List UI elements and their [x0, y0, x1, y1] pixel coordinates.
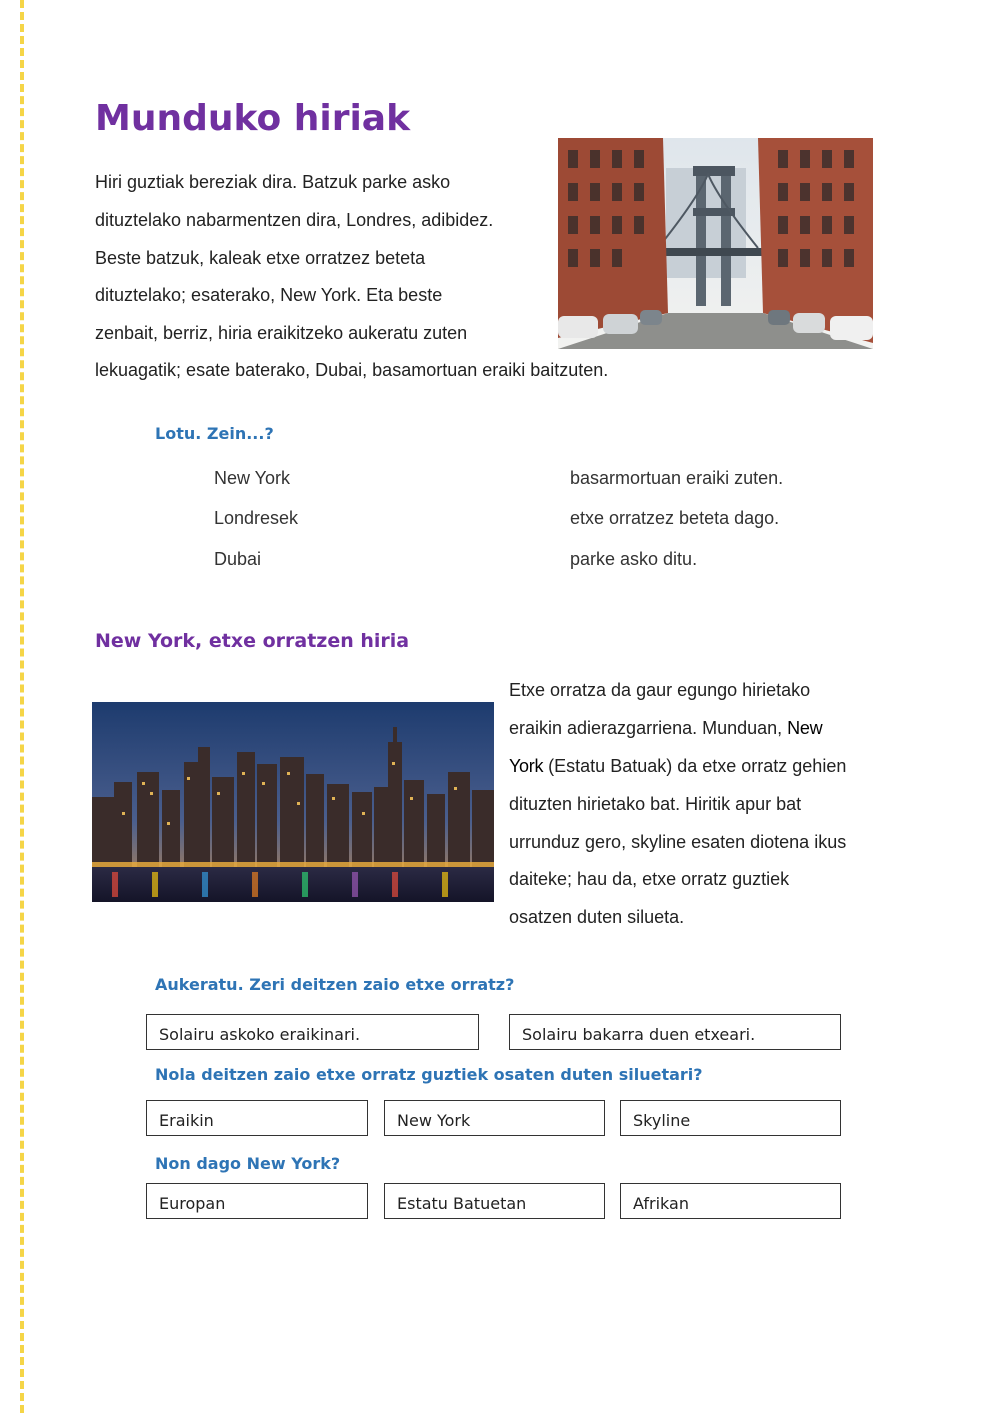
answer-option[interactable]: Solairu bakarra duen etxeari.: [509, 1014, 841, 1050]
body-line: osatzen duten silueta.: [509, 907, 685, 927]
match-left-item[interactable]: Londresek: [214, 508, 299, 528]
intro-line: dituztelako nabarmentzen dira, Londres, adibidez.: [95, 210, 494, 230]
intro-line: lekuagatik; esate baterako, Dubai, basamortuan eraiki baitzuten.: [95, 360, 609, 380]
question-prompt: Aukeratu. Zeri deitzen zaio etxe orratz?: [155, 975, 515, 994]
body-line: dituzten hirietako bat. Hiritik apur bat: [509, 794, 802, 814]
match-right-item[interactable]: etxe orratzez beteta dago.: [570, 508, 780, 528]
question-prompt: Nola deitzen zaio etxe orratz guztiek osaten duten siluetari?: [155, 1065, 703, 1084]
page-title: Munduko hiriak: [95, 98, 411, 139]
answer-option[interactable]: Afrikan: [620, 1183, 841, 1219]
intro-line: zenbait, berriz, hiria eraikitzeko aukeratu zuten: [95, 323, 468, 343]
body-line: Etxe orratza da gaur egungo hirietako: [509, 680, 811, 700]
new-york-skyline-photo: [92, 702, 494, 902]
body-line: [509, 718, 822, 738]
body-emphasis: New: [787, 718, 823, 738]
match-left-item[interactable]: Dubai: [214, 549, 262, 569]
intro-line: Hiri guztiak bereziak dira. Batzuk parke asko: [95, 172, 451, 192]
intro-line: dituztelako; esaterako, New York. Eta beste: [95, 285, 443, 305]
answer-option[interactable]: New York: [384, 1100, 605, 1136]
brooklyn-bridge-street-photo: [558, 138, 873, 349]
body-line: daiteke; hau da, etxe orratz guztiek: [509, 869, 790, 889]
body-line: urrunduz gero, skyline esaten diotena ikus: [509, 832, 847, 852]
answer-option[interactable]: Estatu Batuetan: [384, 1183, 605, 1219]
answer-option[interactable]: Europan: [146, 1183, 368, 1219]
match-right-item[interactable]: parke asko ditu.: [570, 549, 698, 569]
answer-option[interactable]: Eraikin: [146, 1100, 368, 1136]
answer-option[interactable]: Solairu askoko eraikinari.: [146, 1014, 479, 1050]
body-line: [509, 756, 846, 776]
question-prompt: Non dago New York?: [155, 1154, 341, 1173]
section-heading: New York, etxe orratzen hiria: [95, 630, 410, 652]
answer-option[interactable]: Skyline: [620, 1100, 841, 1136]
body-text: eraikin adierazgarriena. Munduan,: [509, 718, 788, 738]
body-emphasis: York: [509, 756, 544, 776]
intro-line: Beste batzuk, kaleak etxe orratzez beteta: [95, 248, 426, 268]
dashed-margin-line: [20, 0, 24, 1413]
match-exercise-heading: Lotu. Zein...?: [155, 424, 274, 443]
match-right-item[interactable]: basarmortuan eraiki zuten.: [570, 468, 784, 488]
body-text: (Estatu Batuak) da etxe orratz gehien: [543, 756, 847, 776]
match-left-item[interactable]: New York: [214, 468, 291, 488]
